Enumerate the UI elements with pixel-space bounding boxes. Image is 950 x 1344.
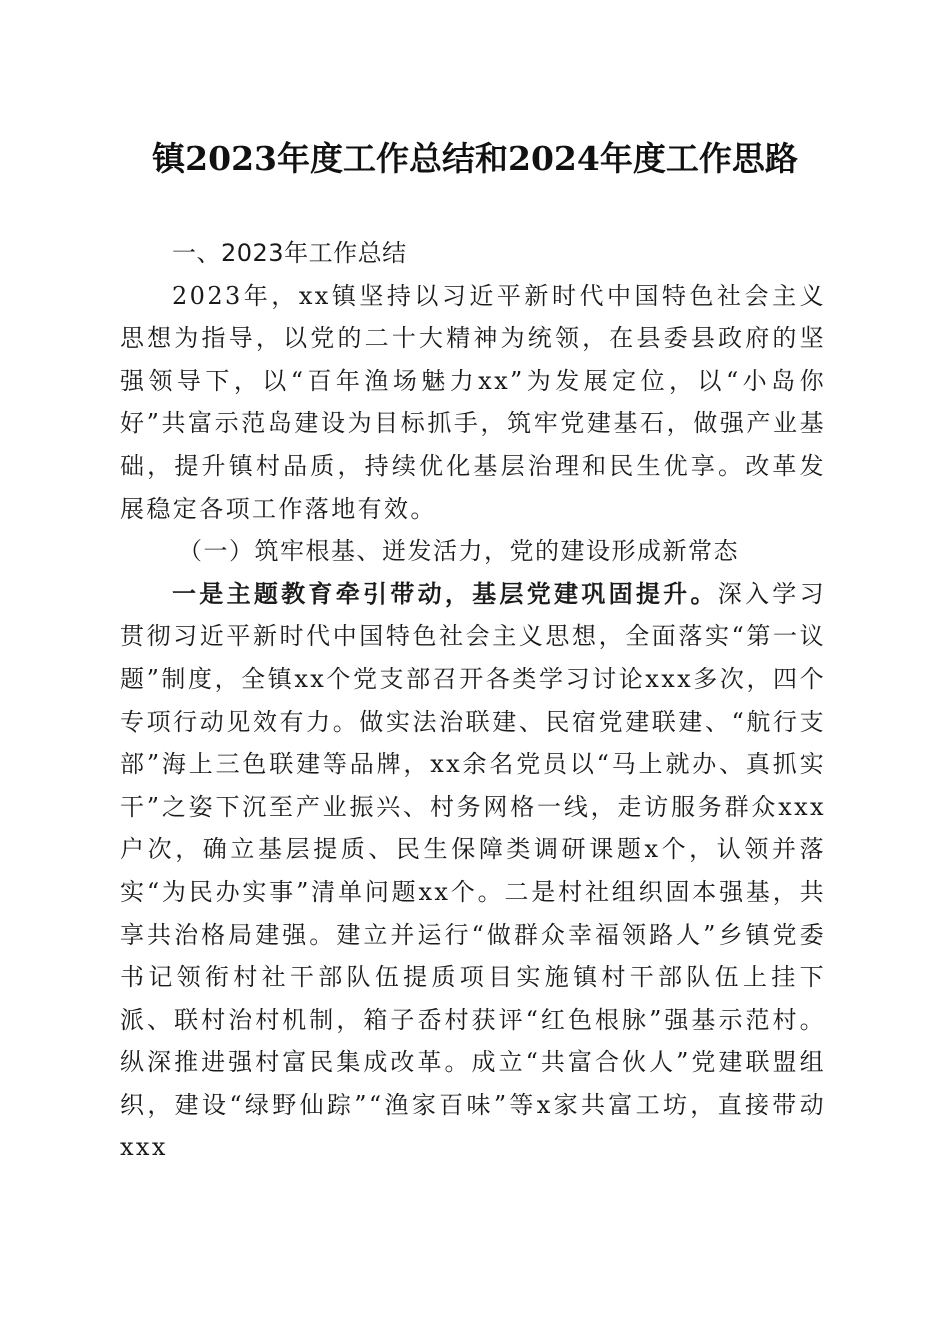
section-heading: 一、2023年工作总结: [172, 239, 407, 267]
paragraph-lead: 一是主题教育牵引带动，基层党建巩固提升。: [172, 578, 718, 608]
document-title: 镇2023年度工作总结和2024年度工作思路: [152, 139, 798, 178]
subsection-heading: （一）筑牢根基、迸发活力，党的建设形成新常态: [178, 537, 739, 566]
paragraph-body: 深入学习贯彻习近平新时代中国特色社会主义思想，全面落实“第一议题”制度，全镇xx个党支部召开各类学习讨论xxx多次，四个专项行动见效有力。做实法治联建、民宿党建联建、“航行支部”海上三色联建等品牌，xx余名党员以“马上就办、真抓实干”之姿下沉至产业振兴、村务网格一线，走访服务群众xxx户次，确立基层提质、民生保障类调研课题x个，认领并落实“为民办实事”清单问题xx个。二是村社组织固本强基，共享共治格局建强。建立并运行“做群众幸福领路人”乡镇党委书记领衔村社干部队伍提质项目实施镇村干部队伍上挂下派、联村治村机制，箱子岙村获评“红色根脉”强基示范村。纵深推进强村富民集成改革。成立“共富合伙人”党建联盟组织，建设“绿野仙踪”“渔家百味”等x家共富工坊，直接带动xxx: [120, 579, 826, 1162]
document-body: [120, 232, 826, 1169]
intro-paragraph: 2023年，xx镇坚持以习近平新时代中国特色社会主义思想为指导，以党的二十大精神为统领，在县委县政府的坚强领导下，以“百年渔场魅力xx”为发展定位，以“小岛你好”共富示范岛建设为目标抓手，筑牢党建基石，做强产业基础，提升镇村品质，持续优化基层治理和民生优享。改革发展稳定各项工作落地有效。: [120, 281, 826, 523]
body-paragraph: [120, 573, 826, 1169]
